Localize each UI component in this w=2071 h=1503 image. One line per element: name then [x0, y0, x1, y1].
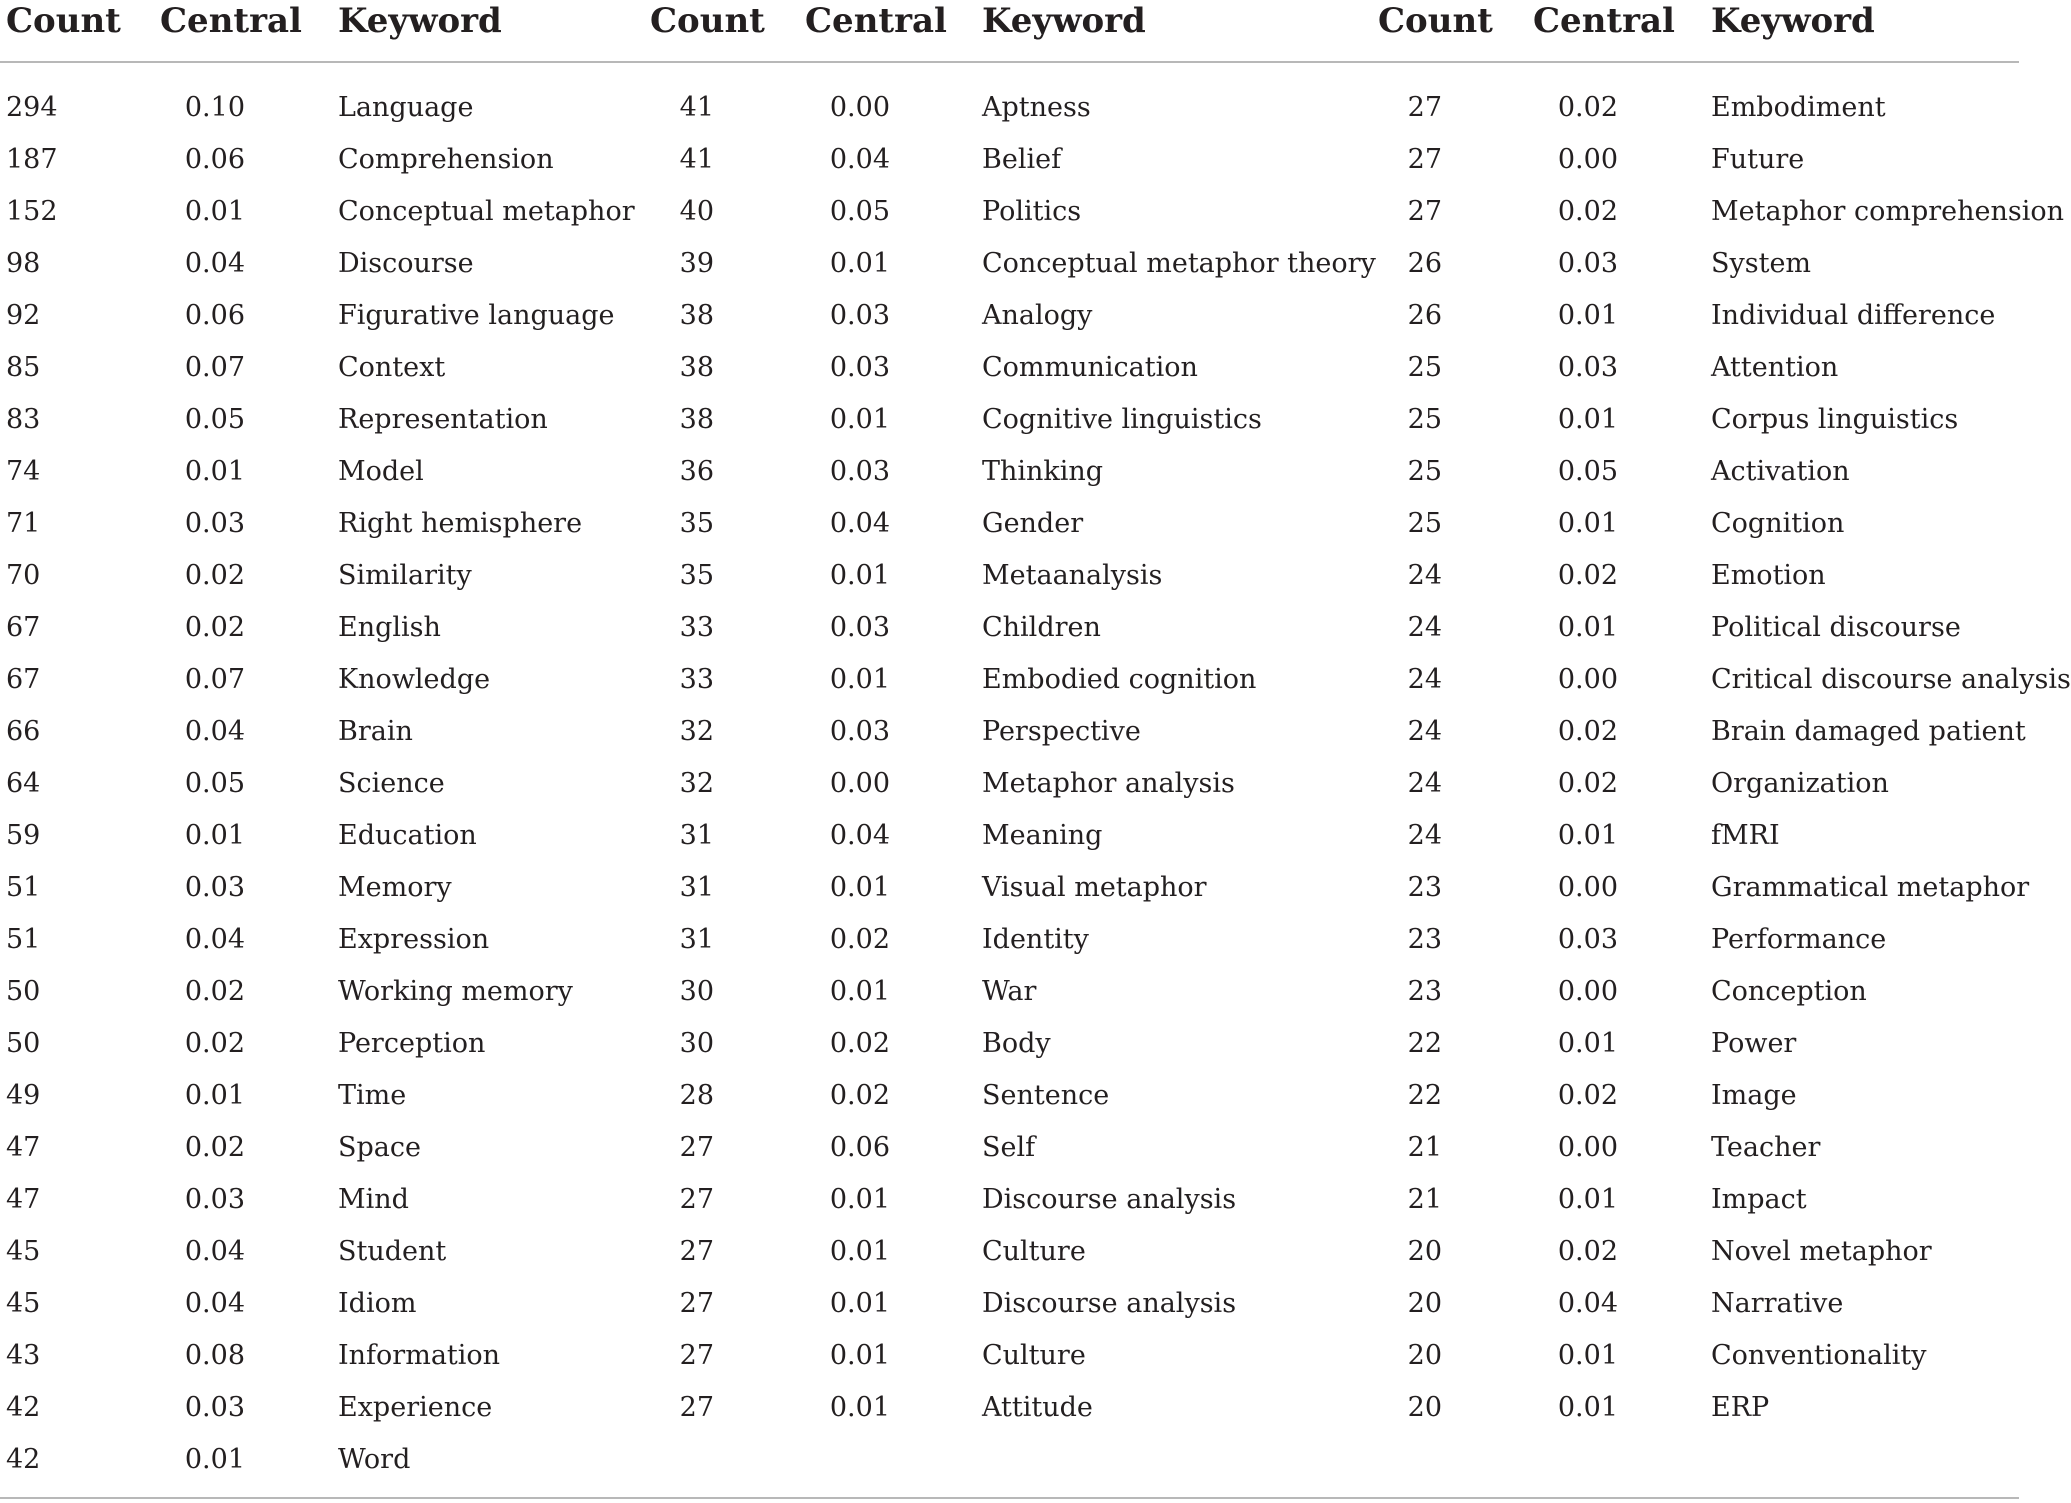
- central-cell: 0.02: [829, 924, 890, 955]
- central-cell: 0.06: [829, 1132, 890, 1163]
- keyword-cell: Metaphor analysis: [982, 768, 1235, 799]
- count-cell: 45: [6, 1288, 41, 1319]
- central-cell: 0.02: [1557, 768, 1618, 799]
- central-cell: 0.04: [184, 1236, 245, 1267]
- count-cell: 31: [679, 820, 714, 851]
- keyword-cell: Emotion: [1711, 560, 1826, 591]
- keyword-cell: Embodiment: [1711, 92, 1886, 123]
- central-cell: 0.03: [184, 872, 245, 903]
- count-cell: 24: [1407, 664, 1442, 695]
- keyword-cell: Impact: [1711, 1184, 1807, 1215]
- count-cell: 152: [6, 196, 58, 227]
- count-cell: 24: [1407, 560, 1442, 591]
- central-cell: 0.01: [184, 1444, 245, 1475]
- count-cell: 49: [6, 1080, 41, 1111]
- central-cell: 0.04: [1557, 1288, 1618, 1319]
- central-cell: 0.02: [184, 1132, 245, 1163]
- count-cell: 24: [1407, 612, 1442, 643]
- central-cell: 0.02: [1557, 196, 1618, 227]
- count-cell: 83: [6, 404, 41, 435]
- central-cell: 0.01: [829, 872, 890, 903]
- central-cell: 0.01: [1557, 404, 1618, 435]
- central-cell: 0.01: [829, 1340, 890, 1371]
- central-cell: 0.01: [829, 1236, 890, 1267]
- keyword-cell: Novel metaphor: [1711, 1236, 1932, 1267]
- central-cell: 0.04: [184, 924, 245, 955]
- keyword-cell: Image: [1711, 1080, 1797, 1111]
- keyword-cell: Sentence: [982, 1080, 1110, 1111]
- column-header-central: Central: [805, 1, 947, 41]
- central-cell: 0.01: [1557, 508, 1618, 539]
- count-cell: 24: [1407, 716, 1442, 747]
- keyword-cell: Meaning: [982, 820, 1103, 851]
- count-cell: 36: [679, 456, 714, 487]
- central-cell: 0.02: [1557, 1236, 1618, 1267]
- count-cell: 21: [1407, 1184, 1442, 1215]
- column-header-keyword: Keyword: [982, 1, 1146, 41]
- column-header-keyword: Keyword: [1711, 1, 1875, 41]
- keyword-cell: Analogy: [982, 300, 1093, 331]
- central-cell: 0.02: [1557, 560, 1618, 591]
- central-cell: 0.01: [829, 1184, 890, 1215]
- count-cell: 64: [6, 768, 41, 799]
- central-cell: 0.00: [1557, 144, 1618, 175]
- count-cell: 22: [1407, 1080, 1442, 1111]
- central-cell: 0.05: [1557, 456, 1618, 487]
- count-cell: 31: [679, 924, 714, 955]
- keyword-cell: Self: [982, 1132, 1036, 1163]
- count-cell: 27: [1407, 196, 1442, 227]
- keyword-cell: Idiom: [338, 1288, 417, 1319]
- central-cell: 0.01: [1557, 612, 1618, 643]
- central-cell: 0.03: [829, 456, 890, 487]
- count-cell: 67: [6, 612, 41, 643]
- count-cell: 21: [1407, 1132, 1442, 1163]
- central-cell: 0.04: [184, 716, 245, 747]
- keyword-cell: Context: [338, 352, 446, 383]
- keyword-cell: Discourse analysis: [982, 1184, 1237, 1215]
- central-cell: 0.03: [184, 1392, 245, 1423]
- keyword-cell: Conventionality: [1711, 1340, 1927, 1371]
- count-cell: 85: [6, 352, 41, 383]
- count-cell: 25: [1407, 508, 1442, 539]
- count-cell: 70: [6, 560, 41, 591]
- count-cell: 59: [6, 820, 41, 851]
- keyword-cell: Metaanalysis: [982, 560, 1163, 591]
- count-cell: 38: [679, 300, 714, 331]
- keyword-cell: Brain: [338, 716, 413, 747]
- count-cell: 35: [679, 508, 714, 539]
- count-cell: 42: [6, 1444, 41, 1475]
- central-cell: 0.01: [1557, 1028, 1618, 1059]
- count-cell: 20: [1407, 1236, 1442, 1267]
- count-cell: 30: [679, 1028, 714, 1059]
- keyword-cell: Political discourse: [1711, 612, 1961, 643]
- keyword-cell: Politics: [982, 196, 1082, 227]
- keyword-cell: Narrative: [1711, 1288, 1844, 1319]
- central-cell: 0.01: [1557, 1184, 1618, 1215]
- central-cell: 0.05: [184, 768, 245, 799]
- count-cell: 27: [1407, 92, 1442, 123]
- central-cell: 0.05: [829, 196, 890, 227]
- header-rule: [0, 61, 2019, 63]
- keyword-cell: Performance: [1711, 924, 1887, 955]
- keyword-cell: Body: [982, 1028, 1051, 1059]
- count-cell: 40: [679, 196, 714, 227]
- count-cell: 23: [1407, 924, 1442, 955]
- central-cell: 0.07: [184, 664, 245, 695]
- keyword-cell: Aptness: [982, 92, 1091, 123]
- central-cell: 0.01: [184, 1080, 245, 1111]
- count-cell: 23: [1407, 976, 1442, 1007]
- column-header-central: Central: [160, 1, 302, 41]
- central-cell: 0.01: [1557, 1392, 1618, 1423]
- central-cell: 0.10: [184, 92, 245, 123]
- keyword-cell: Discourse analysis: [982, 1288, 1237, 1319]
- keyword-cell: Activation: [1711, 456, 1850, 487]
- count-cell: 28: [679, 1080, 714, 1111]
- central-cell: 0.01: [829, 1392, 890, 1423]
- count-cell: 41: [679, 144, 714, 175]
- column-header-count: Count: [650, 1, 765, 41]
- central-cell: 0.03: [829, 612, 890, 643]
- keyword-cell: Critical discourse analysis: [1711, 664, 2071, 695]
- count-cell: 24: [1407, 820, 1442, 851]
- keyword-cell: ERP: [1711, 1392, 1770, 1423]
- keyword-cell: Figurative language: [338, 300, 615, 331]
- keyword-cell: Embodied cognition: [982, 664, 1257, 695]
- keyword-cell: Belief: [982, 144, 1062, 175]
- central-cell: 0.03: [1557, 924, 1618, 955]
- keyword-cell: Right hemisphere: [338, 508, 583, 539]
- keyword-cell: Thinking: [982, 456, 1104, 487]
- keyword-cell: Similarity: [338, 560, 472, 591]
- count-cell: 50: [6, 976, 41, 1007]
- central-cell: 0.02: [184, 1028, 245, 1059]
- central-cell: 0.01: [829, 560, 890, 591]
- central-cell: 0.01: [184, 196, 245, 227]
- column-header-count: Count: [1378, 1, 1493, 41]
- central-cell: 0.00: [829, 92, 890, 123]
- central-cell: 0.04: [829, 144, 890, 175]
- keyword-cell: Time: [338, 1080, 407, 1111]
- count-cell: 32: [679, 768, 714, 799]
- column-header-count: Count: [6, 1, 121, 41]
- keyword-cell: Comprehension: [338, 144, 554, 175]
- count-cell: 33: [679, 664, 714, 695]
- count-cell: 30: [679, 976, 714, 1007]
- keyword-cell: Power: [1711, 1028, 1797, 1059]
- keyword-cell: Gender: [982, 508, 1084, 539]
- keyword-cell: Memory: [338, 872, 452, 903]
- keyword-cell: Experience: [338, 1392, 493, 1423]
- central-cell: 0.01: [829, 1288, 890, 1319]
- column-header-central: Central: [1533, 1, 1675, 41]
- central-cell: 0.03: [184, 508, 245, 539]
- count-cell: 26: [1407, 248, 1442, 279]
- keyword-cell: Teacher: [1711, 1132, 1821, 1163]
- count-cell: 26: [1407, 300, 1442, 331]
- keyword-cell: Model: [338, 456, 424, 487]
- keyword-cell: Future: [1711, 144, 1805, 175]
- central-cell: 0.02: [1557, 1080, 1618, 1111]
- central-cell: 0.06: [184, 300, 245, 331]
- central-cell: 0.02: [829, 1028, 890, 1059]
- count-cell: 98: [6, 248, 41, 279]
- central-cell: 0.08: [184, 1340, 245, 1371]
- count-cell: 38: [679, 352, 714, 383]
- keyword-cell: Discourse: [338, 248, 474, 279]
- central-cell: 0.00: [1557, 1132, 1618, 1163]
- count-cell: 31: [679, 872, 714, 903]
- keyword-cell: Visual metaphor: [982, 872, 1207, 903]
- central-cell: 0.04: [829, 508, 890, 539]
- keyword-cell: Language: [338, 92, 474, 123]
- keyword-cell: Organization: [1711, 768, 1889, 799]
- keyword-cell: Word: [338, 1444, 411, 1475]
- count-cell: 22: [1407, 1028, 1442, 1059]
- count-cell: 20: [1407, 1288, 1442, 1319]
- central-cell: 0.02: [1557, 92, 1618, 123]
- count-cell: 27: [679, 1184, 714, 1215]
- count-cell: 47: [6, 1132, 41, 1163]
- central-cell: 0.00: [1557, 976, 1618, 1007]
- count-cell: 43: [6, 1340, 41, 1371]
- count-cell: 27: [679, 1288, 714, 1319]
- count-cell: 38: [679, 404, 714, 435]
- count-cell: 41: [679, 92, 714, 123]
- count-cell: 27: [679, 1132, 714, 1163]
- keyword-cell: Cognitive linguistics: [982, 404, 1262, 435]
- count-cell: 33: [679, 612, 714, 643]
- central-cell: 0.02: [184, 612, 245, 643]
- count-cell: 42: [6, 1392, 41, 1423]
- count-cell: 45: [6, 1236, 41, 1267]
- keyword-cell: System: [1711, 248, 1812, 279]
- central-cell: 0.01: [829, 664, 890, 695]
- keyword-cell: Culture: [982, 1236, 1086, 1267]
- central-cell: 0.01: [1557, 1340, 1618, 1371]
- count-cell: 32: [679, 716, 714, 747]
- central-cell: 0.00: [1557, 872, 1618, 903]
- keyword-cell: Conceptual metaphor theory: [982, 248, 1376, 279]
- keyword-cell: Student: [338, 1236, 447, 1267]
- central-cell: 0.05: [184, 404, 245, 435]
- keyword-cell: Individual difference: [1711, 300, 1996, 331]
- column-header-keyword: Keyword: [338, 1, 502, 41]
- keyword-cell: Children: [982, 612, 1101, 643]
- central-cell: 0.01: [1557, 820, 1618, 851]
- count-cell: 25: [1407, 404, 1442, 435]
- central-cell: 0.01: [184, 820, 245, 851]
- count-cell: 25: [1407, 352, 1442, 383]
- keyword-cell: Culture: [982, 1340, 1086, 1371]
- count-cell: 20: [1407, 1340, 1442, 1371]
- central-cell: 0.01: [829, 248, 890, 279]
- keyword-cell: Knowledge: [338, 664, 491, 695]
- central-cell: 0.00: [829, 768, 890, 799]
- central-cell: 0.06: [184, 144, 245, 175]
- keyword-cell: Attitude: [982, 1392, 1093, 1423]
- keyword-cell: War: [982, 976, 1037, 1007]
- central-cell: 0.02: [1557, 716, 1618, 747]
- count-cell: 20: [1407, 1392, 1442, 1423]
- central-cell: 0.03: [829, 352, 890, 383]
- count-cell: 27: [1407, 144, 1442, 175]
- keyword-cell: Perspective: [982, 716, 1141, 747]
- keyword-cell: Communication: [982, 352, 1198, 383]
- central-cell: 0.03: [1557, 352, 1618, 383]
- central-cell: 0.01: [184, 456, 245, 487]
- count-cell: 47: [6, 1184, 41, 1215]
- count-cell: 27: [679, 1392, 714, 1423]
- keyword-cell: Mind: [338, 1184, 409, 1215]
- count-cell: 74: [6, 456, 41, 487]
- count-cell: 25: [1407, 456, 1442, 487]
- count-cell: 27: [679, 1340, 714, 1371]
- count-cell: 51: [6, 924, 41, 955]
- count-cell: 67: [6, 664, 41, 695]
- central-cell: 0.02: [829, 1080, 890, 1111]
- count-cell: 66: [6, 716, 41, 747]
- central-cell: 0.04: [184, 1288, 245, 1319]
- central-cell: 0.07: [184, 352, 245, 383]
- keyword-cell: Representation: [338, 404, 548, 435]
- keyword-cell: English: [338, 612, 441, 643]
- central-cell: 0.00: [1557, 664, 1618, 695]
- central-cell: 0.02: [184, 560, 245, 591]
- keyword-cell: Perception: [338, 1028, 486, 1059]
- central-cell: 0.02: [184, 976, 245, 1007]
- count-cell: 35: [679, 560, 714, 591]
- keyword-cell: Education: [338, 820, 477, 851]
- central-cell: 0.03: [1557, 248, 1618, 279]
- keyword-cell: Attention: [1711, 352, 1839, 383]
- keyword-cell: Identity: [982, 924, 1089, 955]
- keyword-cell: fMRI: [1711, 820, 1780, 851]
- keyword-cell: Conception: [1711, 976, 1867, 1007]
- count-cell: 187: [6, 144, 58, 175]
- count-cell: 27: [679, 1236, 714, 1267]
- keyword-cell: Information: [338, 1340, 501, 1371]
- keyword-cell: Space: [338, 1132, 421, 1163]
- central-cell: 0.03: [184, 1184, 245, 1215]
- keyword-cell: Expression: [338, 924, 490, 955]
- count-cell: 50: [6, 1028, 41, 1059]
- count-cell: 23: [1407, 872, 1442, 903]
- central-cell: 0.03: [829, 716, 890, 747]
- keyword-cell: Corpus linguistics: [1711, 404, 1959, 435]
- count-cell: 294: [6, 92, 58, 123]
- central-cell: 0.04: [829, 820, 890, 851]
- keyword-cell: Metaphor comprehension: [1711, 196, 2065, 227]
- keyword-cell: Working memory: [338, 976, 573, 1007]
- central-cell: 0.04: [184, 248, 245, 279]
- count-cell: 92: [6, 300, 41, 331]
- bottom-rule: [0, 1497, 2019, 1499]
- keyword-cell: Cognition: [1711, 508, 1845, 539]
- central-cell: 0.01: [1557, 300, 1618, 331]
- central-cell: 0.03: [829, 300, 890, 331]
- count-cell: 51: [6, 872, 41, 903]
- central-cell: 0.01: [829, 976, 890, 1007]
- keyword-cell: Grammatical metaphor: [1711, 872, 2030, 903]
- count-cell: 24: [1407, 768, 1442, 799]
- keyword-cell: Brain damaged patient: [1711, 716, 2026, 747]
- count-cell: 39: [679, 248, 714, 279]
- count-cell: 71: [6, 508, 41, 539]
- keyword-cell: Conceptual metaphor: [338, 196, 635, 227]
- keyword-cell: Science: [338, 768, 445, 799]
- central-cell: 0.01: [829, 404, 890, 435]
